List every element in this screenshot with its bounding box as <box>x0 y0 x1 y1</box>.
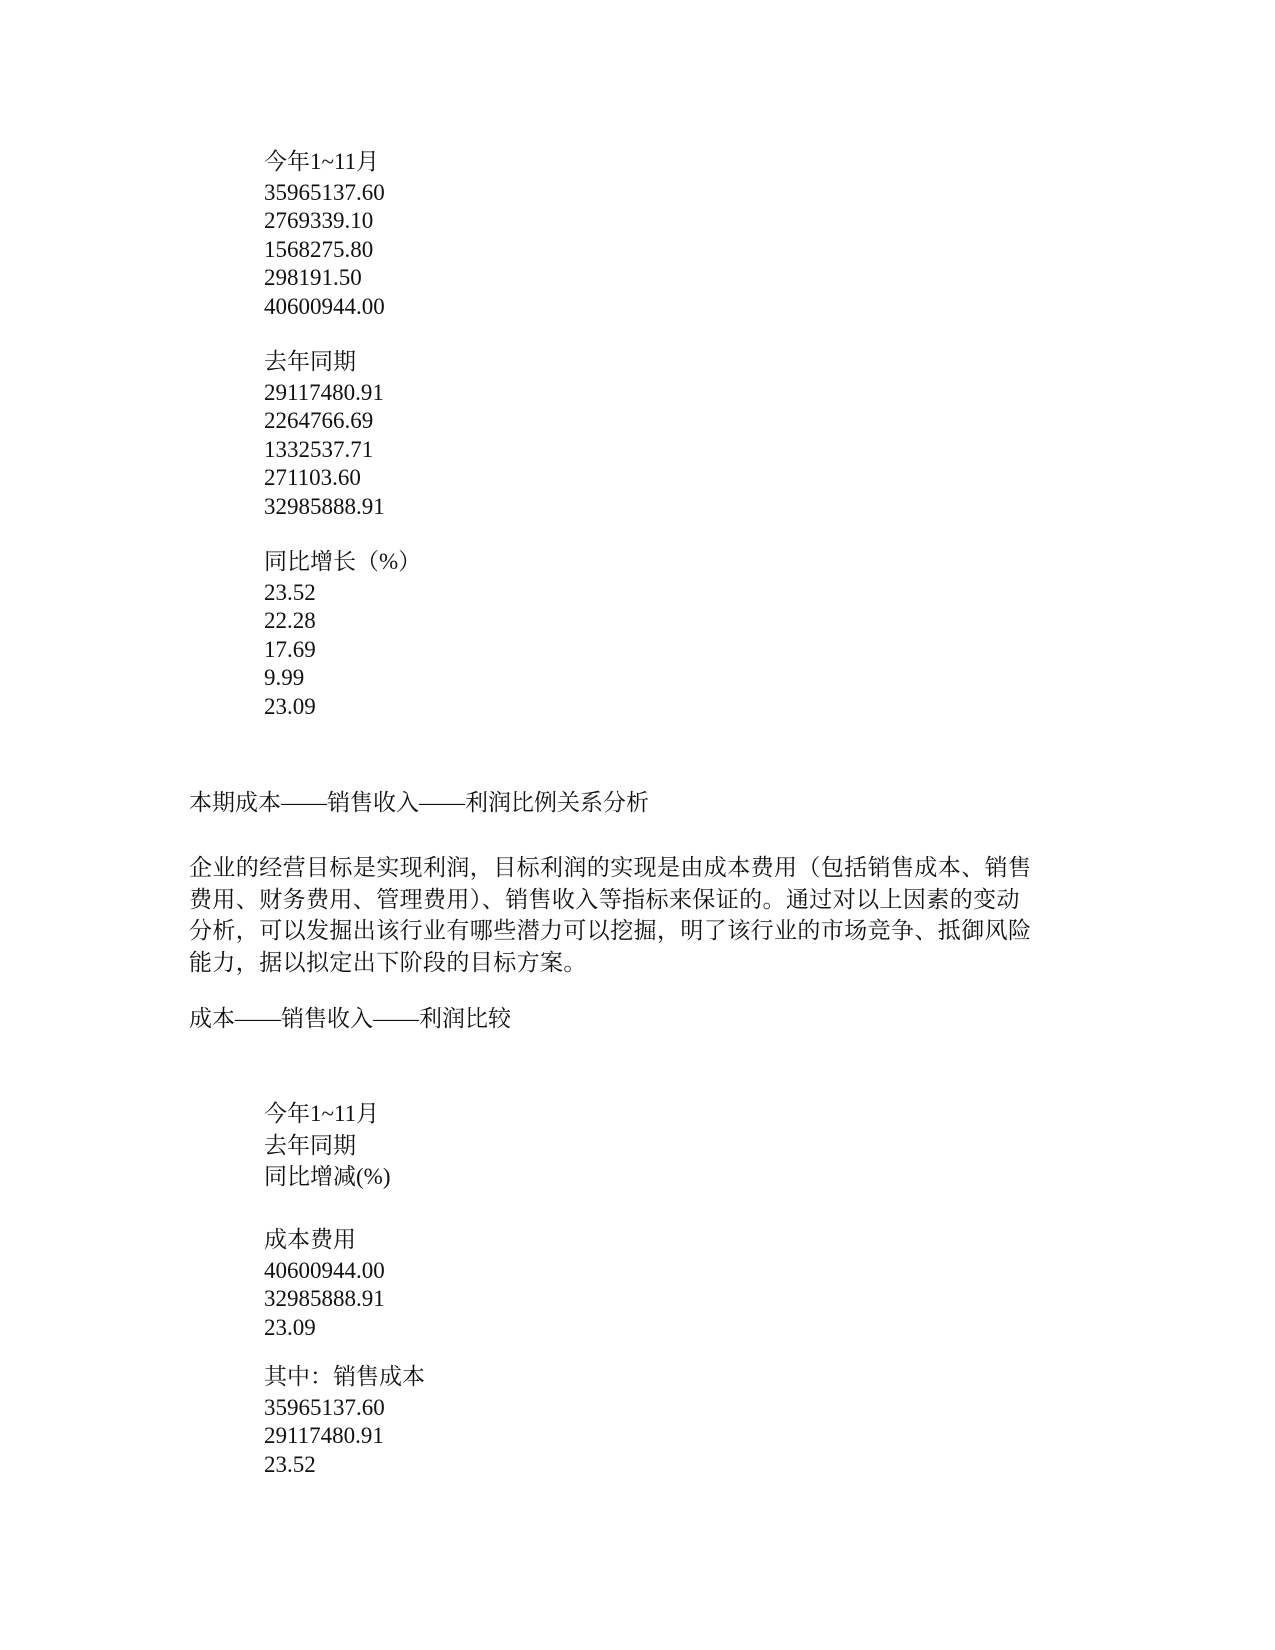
row-value: 32985888.91 <box>264 1286 385 1312</box>
section-heading: 本期成本——销售收入——利润比例关系分析 <box>189 790 649 815</box>
this-year-value: 40600944.00 <box>264 293 385 319</box>
last-year-value: 2264766.69 <box>264 408 374 434</box>
this-year-group <box>264 148 385 322</box>
growth-value: 23.09 <box>264 693 316 719</box>
comparison-columns <box>264 1098 390 1193</box>
row-value: 35965137.60 <box>264 1394 385 1420</box>
column-header: 同比增减(%) <box>264 1164 391 1189</box>
row-value: 23.52 <box>264 1451 316 1477</box>
row-label: 其中：销售成本 <box>264 1364 425 1389</box>
body-paragraph <box>189 852 1089 978</box>
last-year-label: 去年同期 <box>264 349 356 374</box>
last-year-value: 29117480.91 <box>264 379 384 405</box>
growth-value: 23.52 <box>264 579 316 605</box>
last-year-value: 1332537.71 <box>264 436 374 462</box>
row-value: 23.09 <box>264 1314 316 1340</box>
sales-cost-row <box>264 1363 425 1479</box>
this-year-value: 35965137.60 <box>264 179 385 205</box>
this-year-value: 298191.50 <box>264 265 362 291</box>
growth-value: 17.69 <box>264 636 316 662</box>
paragraph-line: 费用、财务费用、管理费用）、销售收入等指标来保证的。通过对以上因素的变动 <box>189 886 1020 912</box>
growth-value: 9.99 <box>264 665 305 691</box>
paragraph-line: 分析，可以发掘出该行业有哪些潜力可以挖掘，明了该行业的市场竞争、抵御风险 <box>189 918 1032 943</box>
this-year-value: 2769339.10 <box>264 208 374 234</box>
this-year-label: 今年1~11月 <box>264 149 380 174</box>
column-header: 今年1~11月 <box>264 1101 380 1126</box>
last-year-value: 271103.60 <box>264 465 361 491</box>
growth-label: 同比增长（%） <box>264 549 422 574</box>
growth-value: 22.28 <box>264 608 316 634</box>
this-year-value: 1568275.80 <box>264 236 374 262</box>
last-year-group <box>264 348 385 522</box>
comparison-heading: 成本——销售收入——利润比较 <box>189 1006 511 1031</box>
paragraph-line: 企业的经营目标是实现利润，目标利润的实现是由成本费用（包括销售成本、销售 <box>189 855 1032 880</box>
row-label: 成本费用 <box>264 1227 356 1252</box>
last-year-value: 32985888.91 <box>264 493 385 519</box>
paragraph-line: 能力，据以拟定出下阶段的目标方案。 <box>189 949 587 975</box>
row-value: 29117480.91 <box>264 1423 384 1449</box>
growth-group <box>264 548 421 722</box>
row-value: 40600944.00 <box>264 1257 385 1283</box>
column-header: 去年同期 <box>264 1132 356 1158</box>
cost-row <box>264 1226 385 1342</box>
